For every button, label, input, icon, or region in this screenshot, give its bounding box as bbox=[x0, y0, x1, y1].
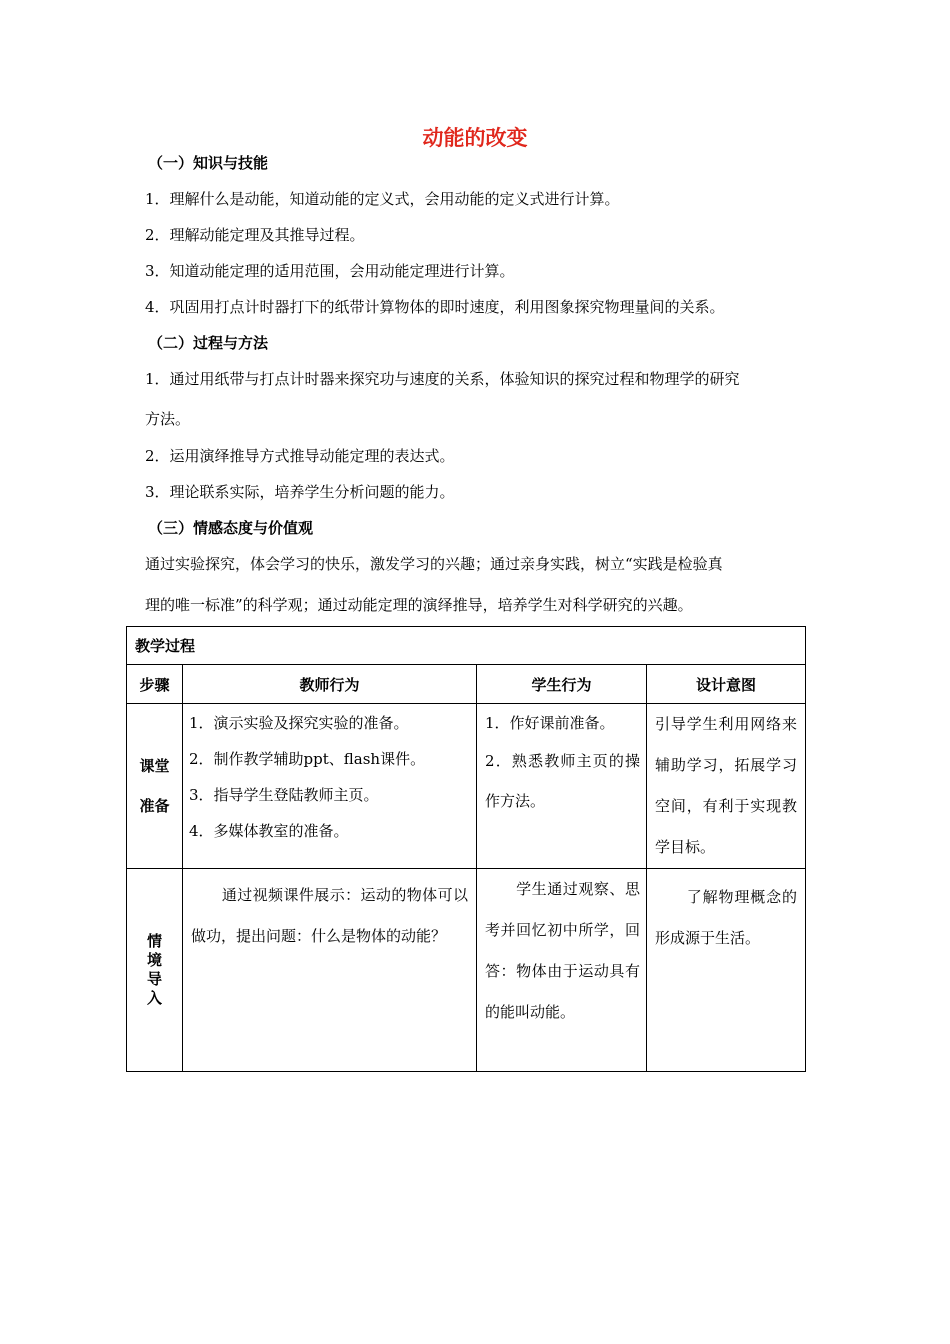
header-student: 学生行为 bbox=[477, 665, 647, 704]
step-label-line-1: 课堂 bbox=[139, 757, 170, 775]
step-label-vertical: 情境导入 bbox=[146, 932, 162, 1007]
knowledge-item-1: 1．理解什么是动能，知道动能的定义式，会用动能的定义式进行计算。 bbox=[145, 190, 620, 208]
intent-text-introduction: 了解物理概念的形成源于生活。 bbox=[655, 888, 798, 947]
teacher-cell-preparation bbox=[183, 704, 477, 869]
teacher-item-2: 2．制作教学辅助ppt、flash课件。 bbox=[189, 750, 426, 768]
process-item-1-line-2: 方法。 bbox=[145, 410, 191, 428]
header-intent: 设计意图 bbox=[647, 665, 806, 704]
process-item-1-line-1: 1．通过用纸带与打点计时器来探究功与速度的关系，体验知识的探究过程和物理学的研究 bbox=[145, 370, 740, 388]
student-item-1: 1．作好课前准备。 bbox=[485, 714, 615, 732]
process-item-3: 3．理论联系实际，培养学生分析问题的能力。 bbox=[145, 483, 455, 501]
step-label-line-2: 准备 bbox=[139, 797, 170, 815]
knowledge-item-3: 3．知道动能定理的适用范围，会用动能定理进行计算。 bbox=[145, 262, 515, 280]
teacher-text-introduction: 通过视频课件展示：运动的物体可以做功，提出问题：什么是物体的动能？ bbox=[191, 886, 468, 945]
student-cell-introduction bbox=[477, 869, 647, 1072]
knowledge-item-4: 4．巩固用打点计时器打下的纸带计算物体的即时速度，利用图象探究物理量间的关系。 bbox=[145, 298, 725, 316]
student-text-introduction: 学生通过观察、思考并回忆初中所学，回答：物体由于运动具有的能叫动能。 bbox=[485, 880, 640, 1021]
table-caption: 教学过程 bbox=[127, 627, 806, 665]
teacher-item-1: 1．演示实验及探究实验的准备。 bbox=[189, 714, 409, 732]
attitude-line-1: 通过实验探究，体会学习的快乐，激发学习的兴趣；通过亲身实践，树立“实践是检验真 bbox=[145, 555, 723, 573]
intent-cell-preparation bbox=[647, 704, 806, 869]
knowledge-item-2: 2．理解动能定理及其推导过程。 bbox=[145, 226, 365, 244]
attitude-line-2: 理的唯一标准”的科学观；通过动能定理的演绎推导，培养学生对科学研究的兴趣。 bbox=[145, 596, 693, 614]
header-step: 步骤 bbox=[127, 665, 183, 704]
intent-text-preparation: 引导学生利用网络来辅助学习，拓展学习空间，有利于实现教学目标。 bbox=[655, 715, 798, 856]
student-item-2: 2．熟悉教师主页的操作方法。 bbox=[485, 752, 640, 810]
intent-cell-introduction bbox=[647, 869, 806, 1072]
header-teacher: 教师行为 bbox=[183, 665, 477, 704]
teacher-cell-introduction bbox=[183, 869, 477, 1072]
section-heading-process: （二）过程与方法 bbox=[148, 334, 269, 352]
step-cell-preparation bbox=[127, 704, 183, 869]
section-heading-attitude: （三）情感态度与价值观 bbox=[148, 519, 314, 537]
student-cell-preparation bbox=[477, 704, 647, 869]
teaching-process-table bbox=[126, 626, 806, 1072]
teacher-item-4: 4．多媒体教室的准备。 bbox=[189, 822, 349, 840]
section-heading-knowledge: （一）知识与技能 bbox=[148, 154, 269, 172]
page-title: 动能的改变 bbox=[422, 126, 528, 150]
process-item-2: 2．运用演绎推导方式推导动能定理的表达式。 bbox=[145, 447, 455, 465]
step-cell-introduction bbox=[127, 869, 183, 1072]
teacher-item-3: 3．指导学生登陆教师主页。 bbox=[189, 786, 379, 804]
